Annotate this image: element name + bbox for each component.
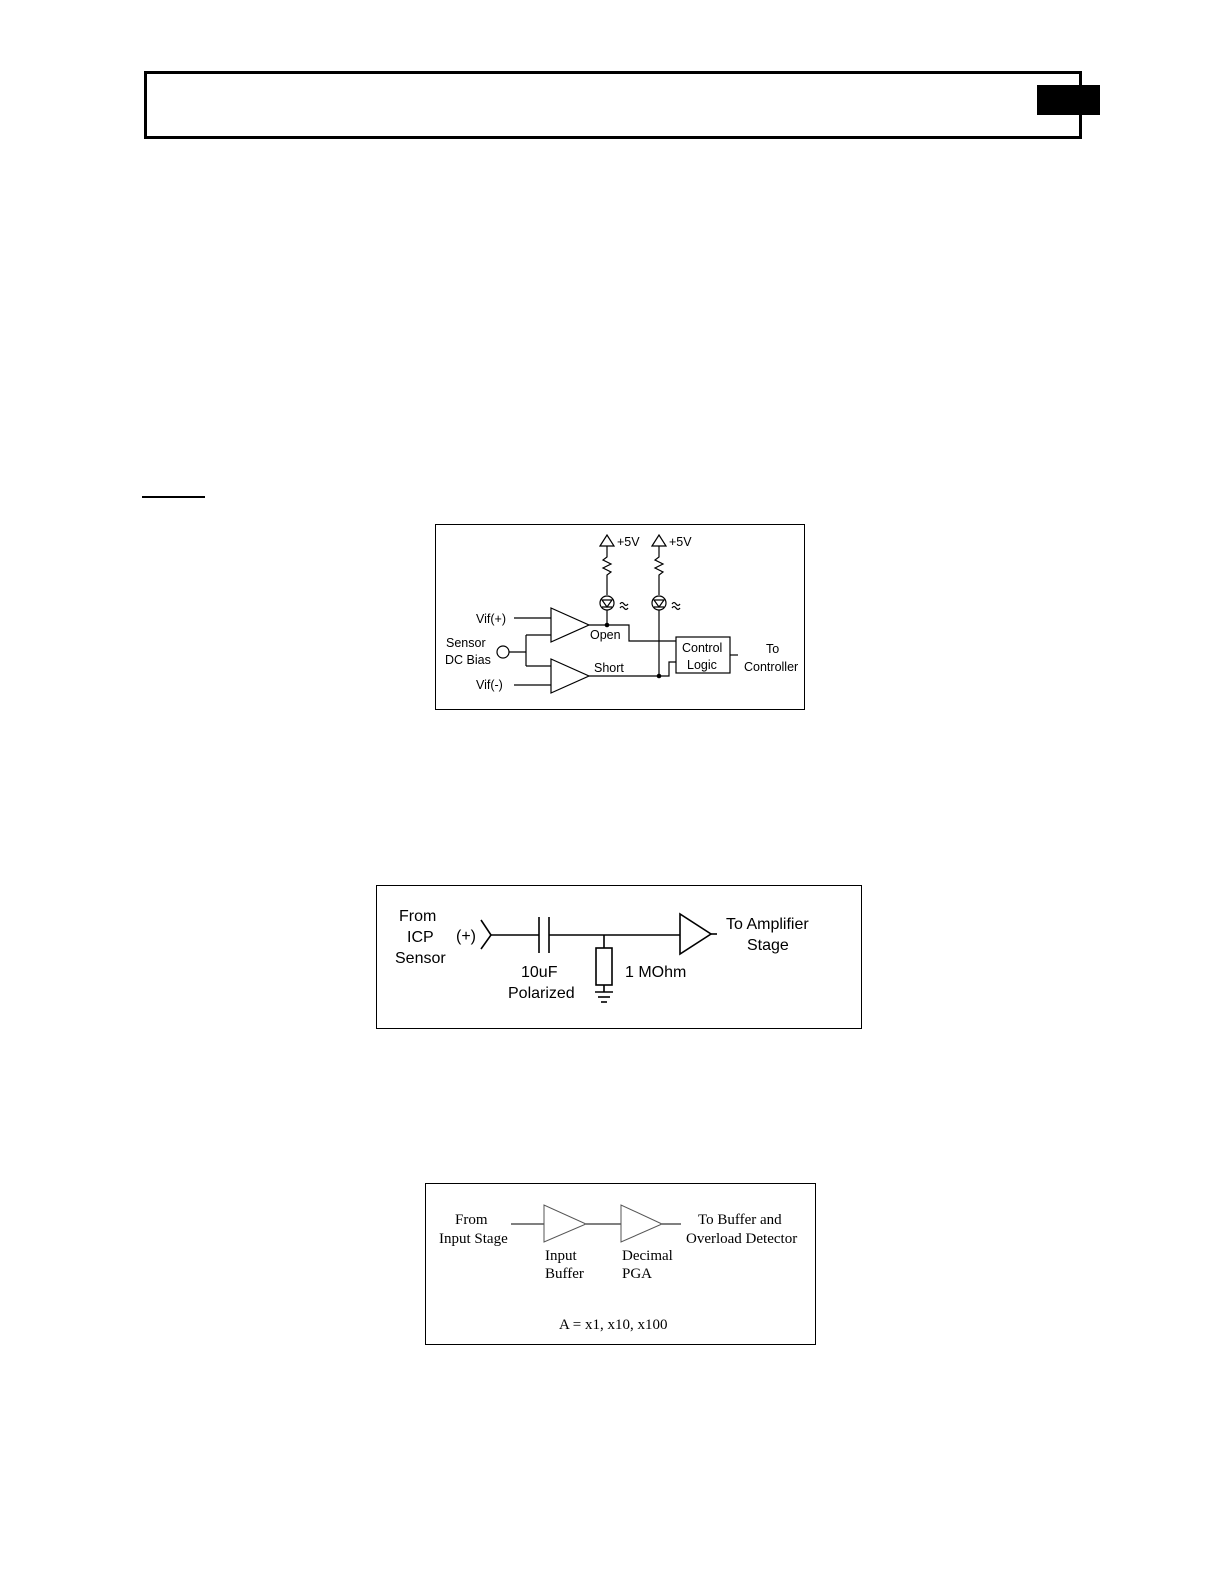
connector-label: (+)	[456, 928, 476, 945]
decimal-pga-label-line2: PGA	[622, 1266, 653, 1282]
page-header-tab	[1037, 85, 1100, 115]
to-amplifier-label-line2: Stage	[747, 937, 789, 954]
vcc-symbol-1	[600, 535, 614, 546]
amplifier-stage-diagram	[425, 1183, 816, 1345]
capacitor-label-line1: 10uF	[521, 964, 558, 981]
open-label: Open	[590, 628, 621, 642]
short-label: Short	[594, 661, 624, 675]
decimal-pga-label-line1: Decimal	[622, 1248, 673, 1264]
to-buffer-label-line1: To Buffer and	[698, 1212, 782, 1228]
sensor-label-line1: Sensor	[446, 636, 486, 650]
control-logic-label-line2: Logic	[687, 658, 717, 672]
control-logic-label-line1: Control	[682, 641, 723, 655]
open-short-detector-diagram	[435, 524, 805, 710]
vif-plus-label: Vif(+)	[476, 612, 506, 626]
amplifier-stage-schematic	[426, 1184, 817, 1346]
to-controller-label-line1: To	[766, 642, 780, 656]
section-heading-underline	[142, 496, 205, 498]
from-input-stage-line1: From	[455, 1212, 488, 1228]
from-input-stage-line2: Input Stage	[439, 1231, 508, 1247]
resistor-label: 1 MOhm	[625, 964, 687, 981]
to-controller-label-line2: Controller	[744, 660, 799, 674]
open-comparator	[551, 608, 589, 642]
input-buffer-label-line2: Buffer	[545, 1266, 584, 1282]
decimal-pga-triangle	[621, 1205, 662, 1242]
from-icp-label-line2: ICP	[407, 929, 434, 946]
gain-label: A = x1, x10, x100	[559, 1317, 668, 1333]
pullup-resistor-1	[603, 546, 611, 595]
from-icp-label-line3: Sensor	[395, 950, 446, 967]
icp-input-schematic	[377, 886, 863, 1030]
icp-input-stage-diagram	[376, 885, 862, 1029]
resistor-1mohm	[596, 948, 612, 985]
page-header-box	[144, 71, 1082, 139]
short-comparator	[551, 659, 589, 693]
pullup-resistor-2	[655, 546, 663, 595]
vcc-label-2: +5V	[669, 535, 692, 549]
capacitor-label-line2: Polarized	[508, 985, 575, 1002]
from-icp-label-line1: From	[399, 908, 437, 925]
amplifier-triangle	[680, 914, 711, 954]
input-buffer-label-line1: Input	[545, 1248, 577, 1264]
vcc-symbol-2	[652, 535, 666, 546]
vcc-label-1: +5V	[617, 535, 640, 549]
open-short-detector-schematic	[436, 525, 806, 711]
to-buffer-label-line2: Overload Detector	[686, 1231, 798, 1247]
ground-icon	[595, 992, 613, 1002]
to-amplifier-label-line1: To Amplifier	[726, 916, 809, 933]
sensor-dc-bias-node	[497, 646, 509, 658]
sensor-label-line2: DC Bias	[445, 653, 491, 667]
icp-connector-icon	[481, 920, 491, 949]
vif-minus-label: Vif(-)	[476, 678, 503, 692]
input-buffer-triangle	[544, 1205, 586, 1242]
